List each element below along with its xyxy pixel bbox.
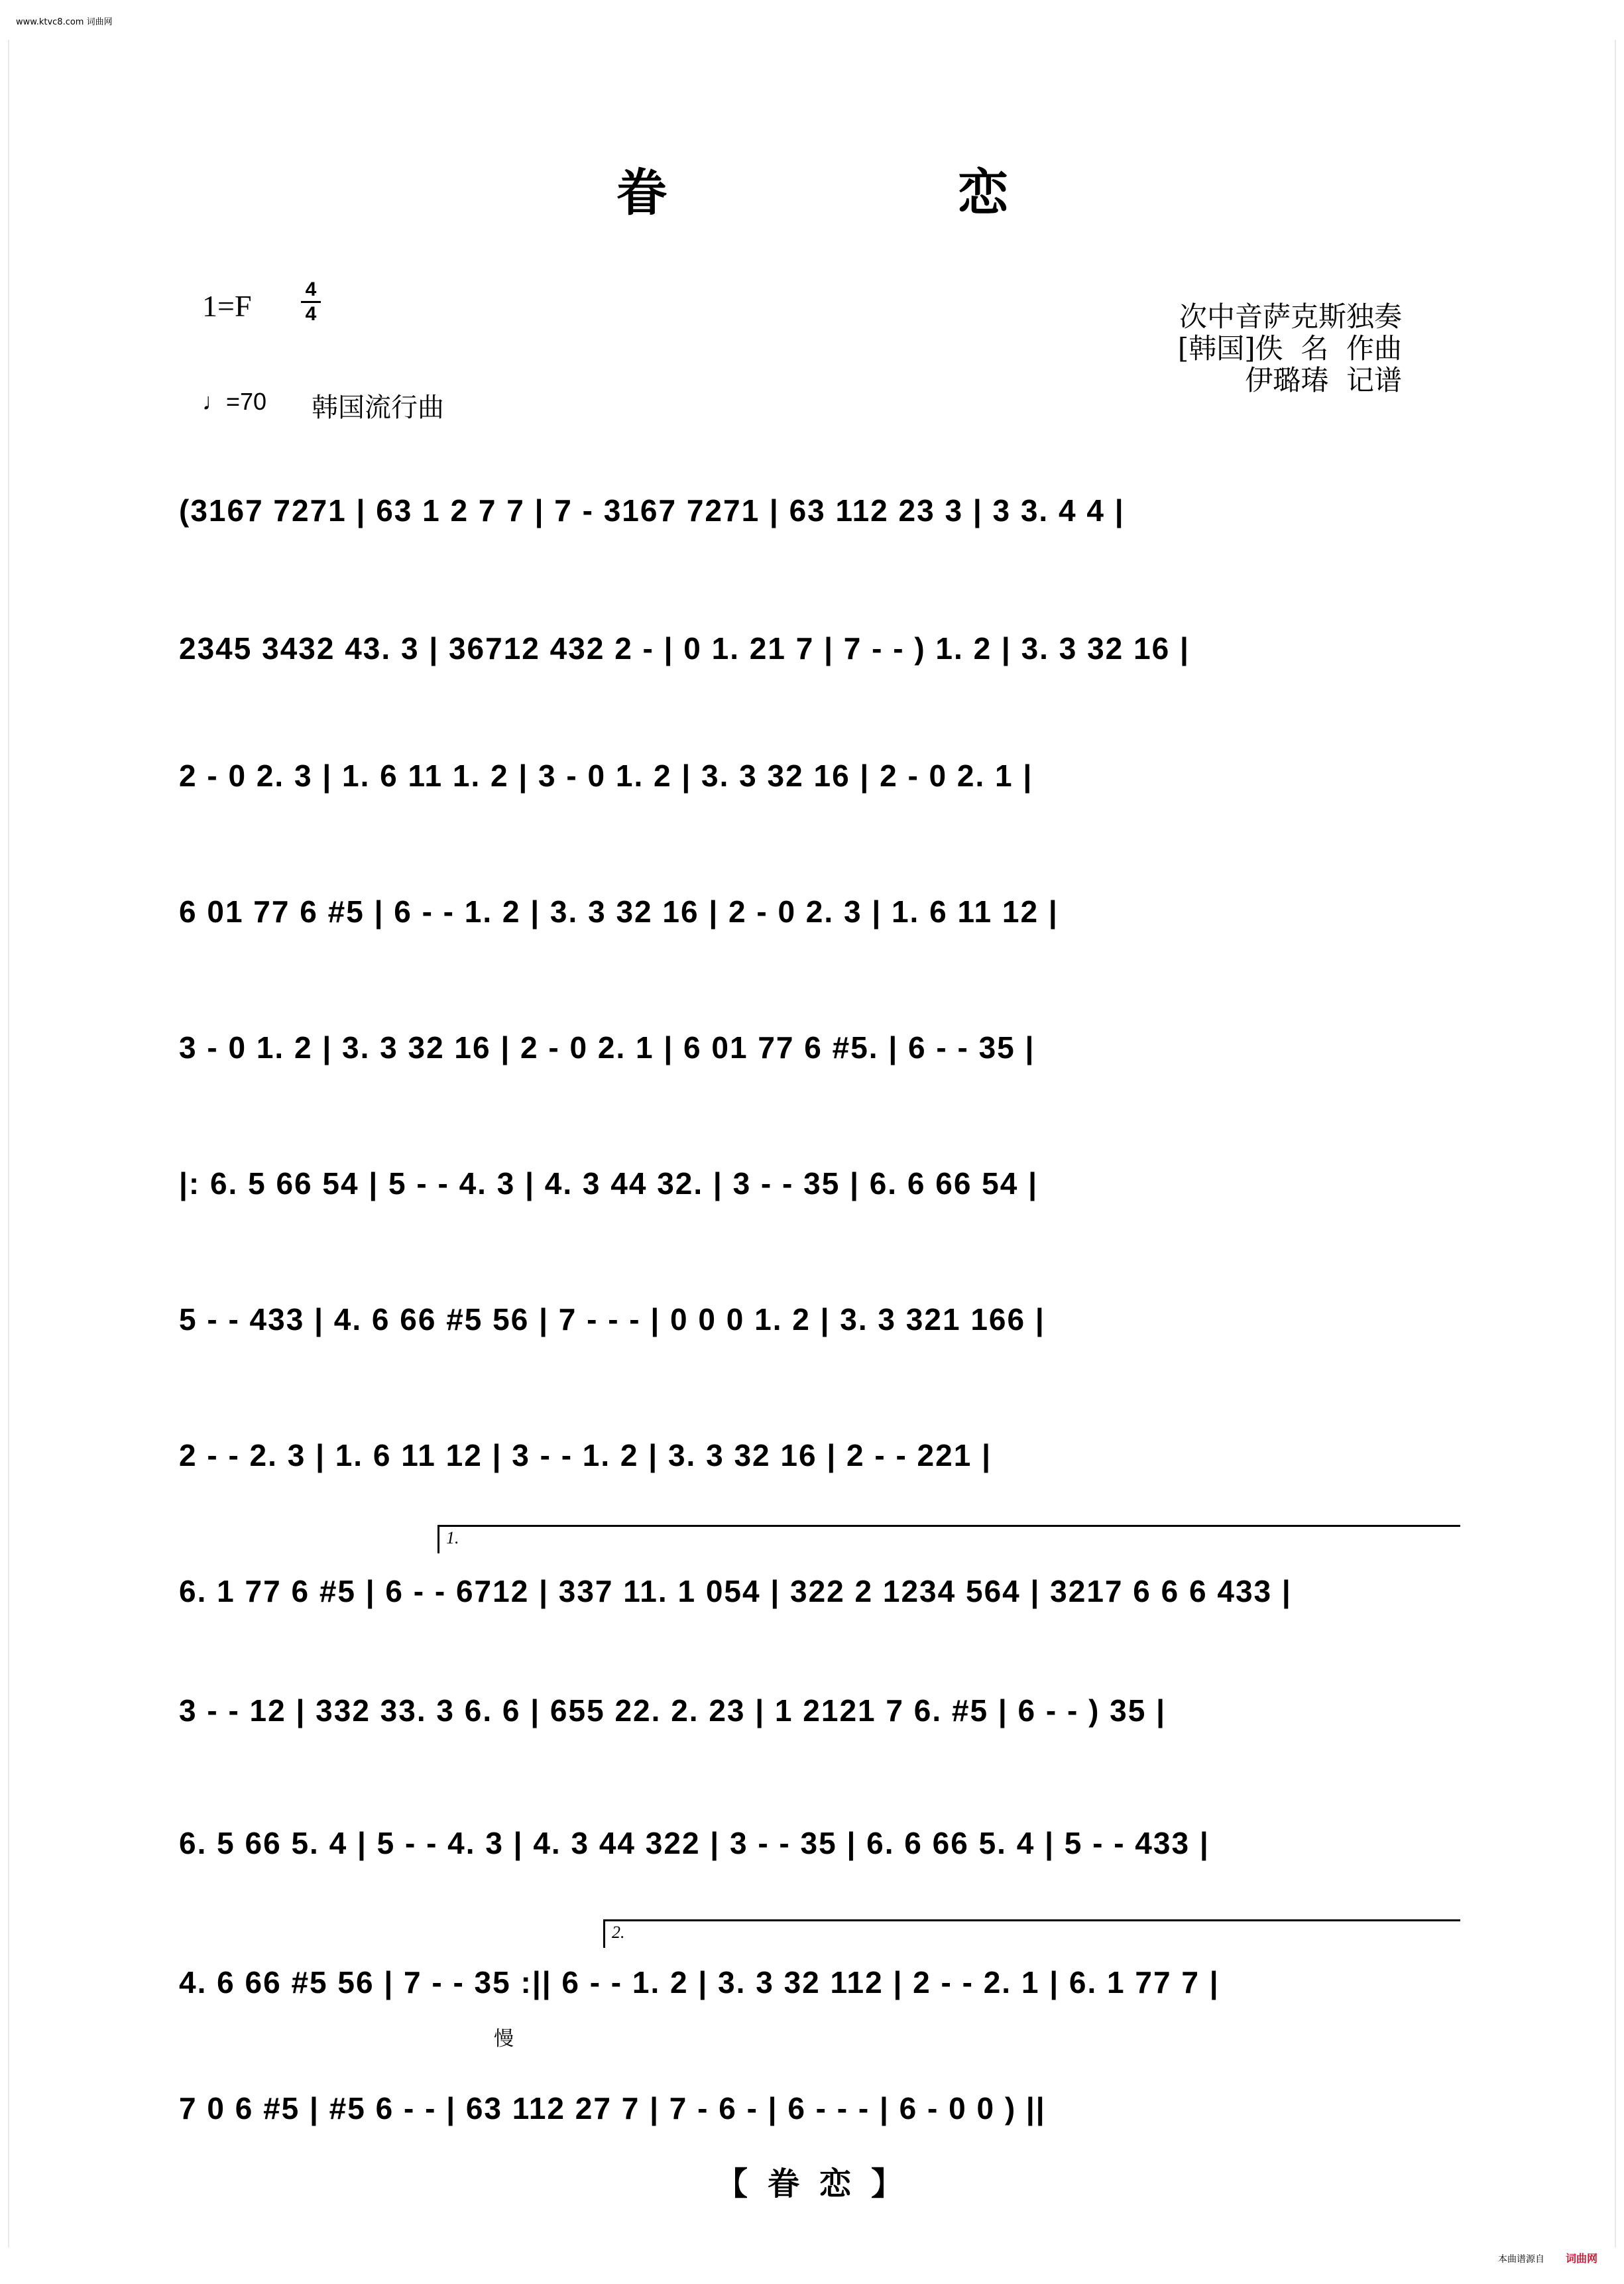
volta-first-label: 1. — [446, 1528, 459, 1547]
score-line-9: 6. 1 77 6 #5 | 6 - - 6712 | 337 11. 1 054 | 322 2 1234 564 | 3217 6 6 6 433 | — [179, 1574, 1292, 1608]
score-line-6: |: 6. 5 66 54 | 5 - - 4. 3 | 4. 3 44 32. | 3 - - 35 | 6. 6 66 54 | — [179, 1166, 1038, 1201]
score-line-2: 2345 3432 43. 3 | 36712 432 2 - | 0 1. 21 7 | 7 - - ) 1. 2 | 3. 3 32 16 | — [179, 631, 1190, 666]
credit-instrument: 次中音萨克斯独奏 — [1179, 300, 1402, 333]
score-line-13: 7 0 6 #5 | #5 6 - - | 63 112 27 7 | 7 - 6 - | 6 - - - | 6 - 0 0 ) || — [179, 2091, 1046, 2126]
song-title-char-1: 眷 — [616, 163, 667, 222]
time-signature-top: 4 — [305, 278, 317, 300]
site-url[interactable]: www.ktvc8.com 词曲网 — [16, 17, 113, 27]
genre-label: 韩国流行曲 — [312, 392, 444, 423]
score-line-8: 2 - - 2. 3 | 1. 6 11 12 | 3 - - 1. 2 | 3. 3 32 16 | 2 - - 221 | — [179, 1438, 992, 1473]
song-title-char-2: 恋 — [958, 163, 1008, 222]
volta-bracket-second — [603, 1919, 1460, 1948]
credit-transcriber: 伊璐瑃 记谱 — [1245, 364, 1402, 396]
time-signature — [300, 278, 322, 326]
footer-source-note: 本曲谱源自 — [1498, 2254, 1544, 2265]
score-line-3: 2 - 0 2. 3 | 1. 6 11 1. 2 | 3 - 0 1. 2 | 3. 3 32 16 | 2 - 0 2. 1 | — [179, 758, 1033, 793]
score-line-10: 3 - - 12 | 332 33. 3 6. 6 | 655 22. 2. 23 | 1 2121 7 6. #5 | 6 - - ) 35 | — [179, 1693, 1166, 1728]
key-signature: 1=F — [202, 289, 252, 323]
credit-composer: [韩国]佚 名 作曲 — [1177, 332, 1402, 365]
volta-second-label: 2. — [612, 1923, 625, 1942]
volta-bracket-first — [437, 1525, 1460, 1553]
page-border-right — [1615, 40, 1616, 2248]
score-line-4: 6 01 77 6 #5 | 6 - - 1. 2 | 3. 3 32 16 | 2 - 0 2. 3 | 1. 6 11 12 | — [179, 894, 1059, 929]
score-line-7: 5 - - 433 | 4. 6 66 #5 56 | 7 - - - | 0 0 0 1. 2 | 3. 3 321 166 | — [179, 1302, 1045, 1337]
score-line-5: 3 - 0 1. 2 | 3. 3 32 16 | 2 - 0 2. 1 | 6 01 77 6 #5. | 6 - - 35 | — [179, 1030, 1035, 1065]
footer-logo[interactable]: 词曲网 — [1565, 2252, 1597, 2265]
score-line-1: (3167 7271 | 63 1 2 7 7 | 7 - 3167 7271 | 63 112 23 3 | 3 3. 4 4 | — [179, 493, 1125, 528]
score-line-12: 4. 6 66 #5 56 | 7 - - 35 :|| 6 - - 1. 2 | 3. 3 32 112 | 2 - - 2. 1 | 6. 1 77 7 | — [179, 1965, 1220, 2000]
footer-title: 【眷恋】 — [716, 2165, 923, 2202]
page-border-left — [8, 40, 9, 2248]
tempo-marking: ♩=70 — [202, 388, 267, 415]
slow-annotation: 慢 — [494, 2027, 514, 2051]
time-signature-bottom: 4 — [305, 303, 317, 325]
score-line-11: 6. 5 66 5. 4 | 5 - - 4. 3 | 4. 3 44 322 | 3 - - 35 | 6. 6 66 5. 4 | 5 - - 433 | — [179, 1826, 1210, 1860]
